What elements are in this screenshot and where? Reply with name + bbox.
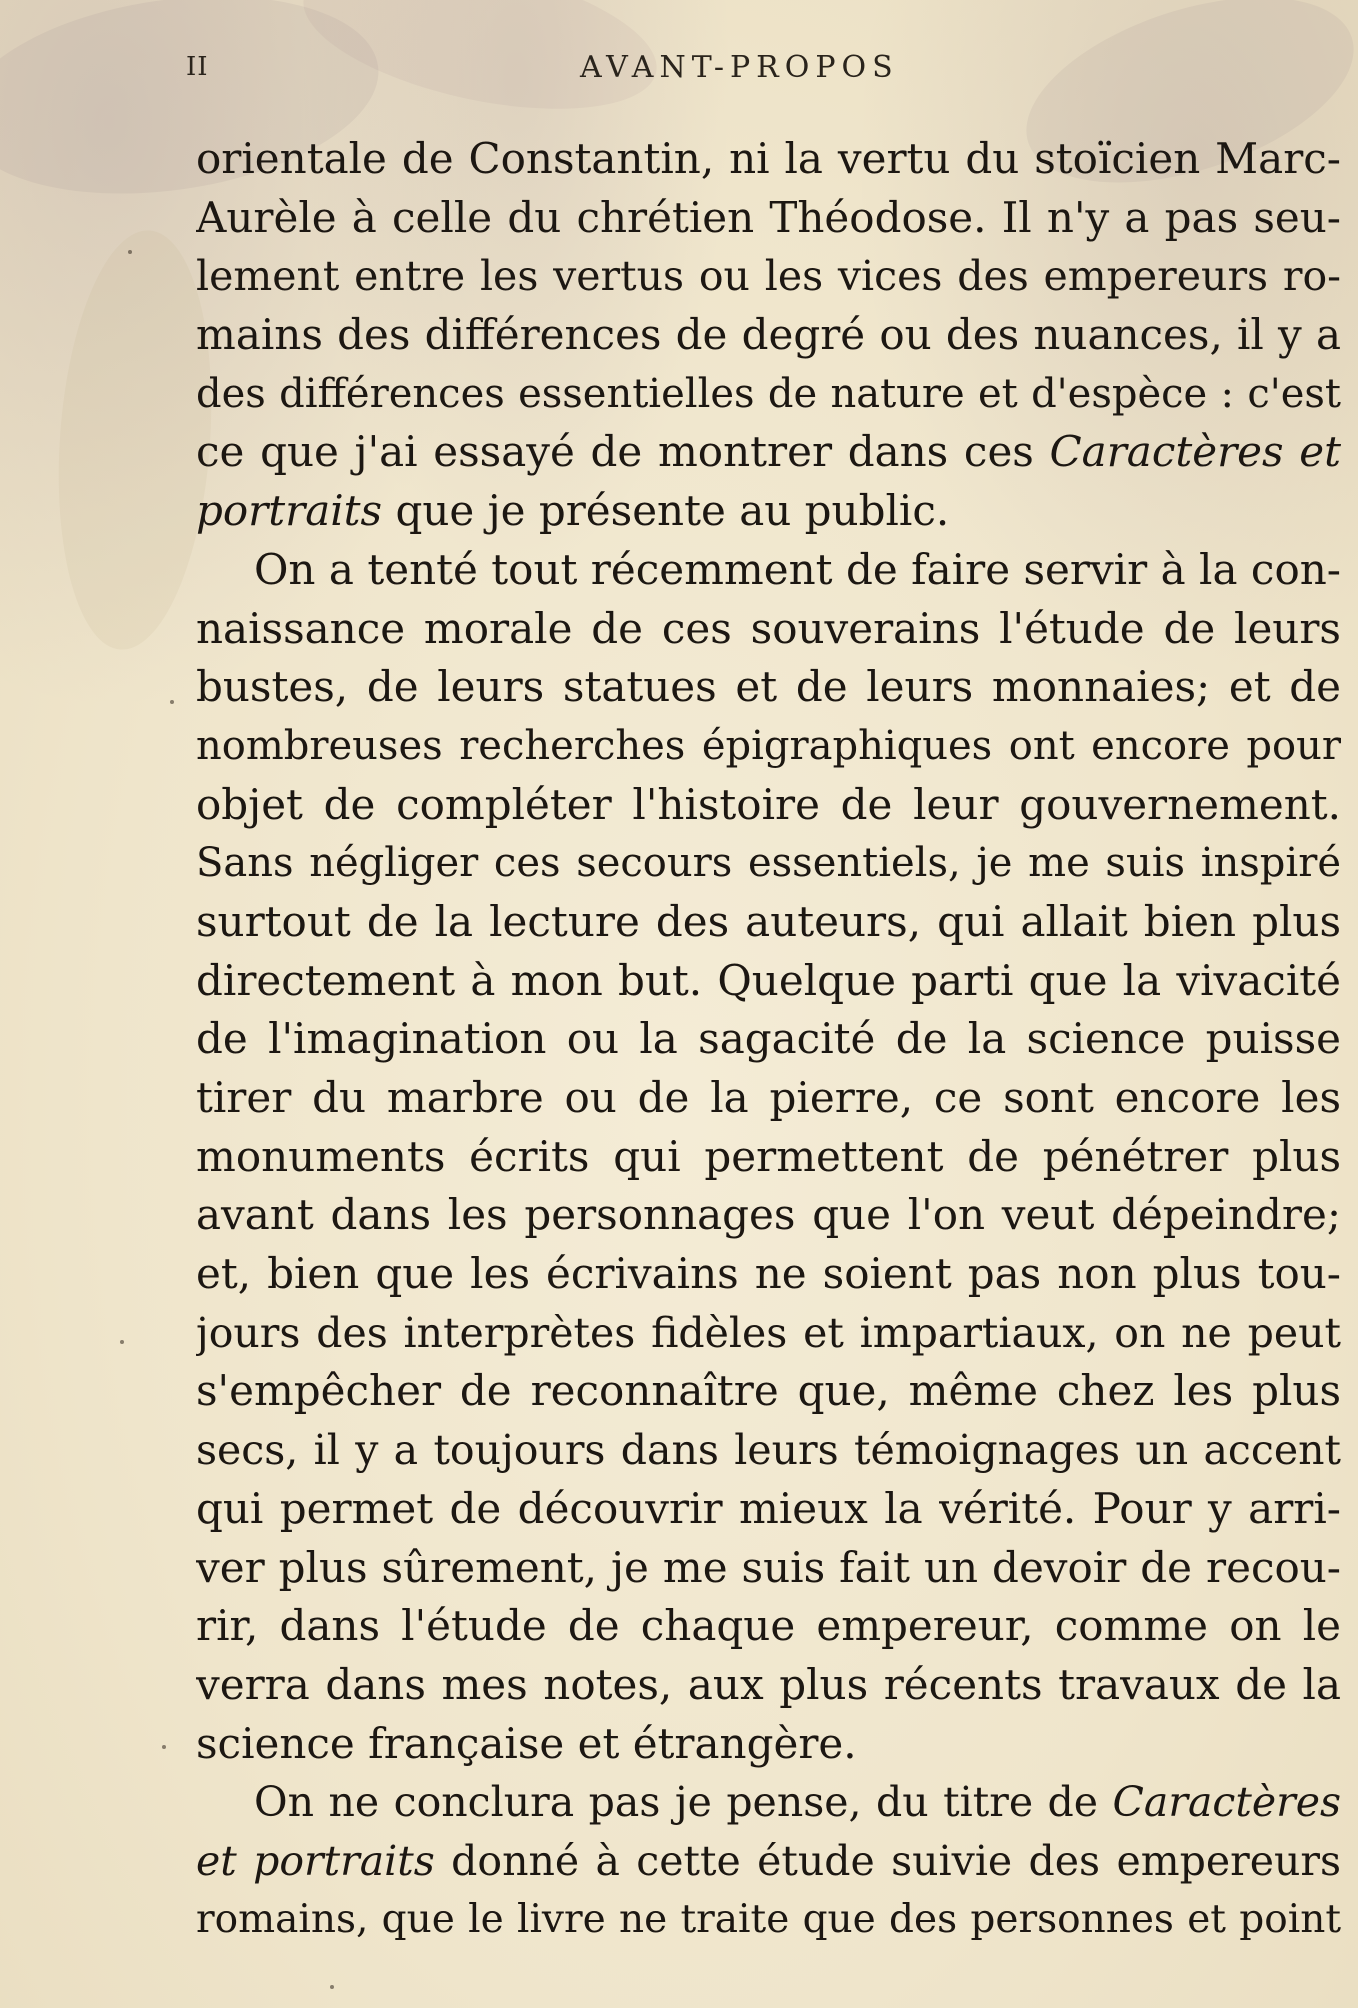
text-run: objet de compléter l'histoire de leur gouvernement. [196,779,1341,829]
ink-speck [330,1985,334,1989]
body-text [196,130,1341,1949]
text-run: secs, il y a toujours dans leurs témoignages un accent [196,1426,1341,1475]
text-line [196,1773,1341,1832]
text-run: jours des interprètes fidèles et impartiaux, on ne peut [196,1308,1341,1357]
text-line [196,541,1341,600]
text-line [196,600,1341,659]
italic-text: Caractères et [1049,427,1341,477]
text-line [196,189,1341,248]
text-line [196,365,1341,424]
text-run: de l'imagination ou la sagacité de la science puisse [196,1014,1341,1064]
text-line [196,952,1341,1011]
text-run: avant dans les personnages que l'on veut dépeindre; [196,1190,1341,1240]
text-line [196,1128,1341,1187]
text-line [196,1832,1341,1891]
text-run: qui permet de découvrir mieux la vérité. Pour y arri- [196,1483,1341,1533]
text-line [196,1069,1341,1128]
text-run: romains, que le livre ne traite que des personnes et point [196,1896,1341,1942]
text-run: que je présente au public. [382,486,950,536]
page-header [0,40,1358,100]
text-run: ce que j'ai essayé de montrer dans ces [196,427,1050,477]
text-line [196,130,1341,189]
text-run: verra dans mes notes, aux plus récents travaux de la [196,1659,1341,1709]
text-line [196,1597,1341,1656]
text-run: On a tenté tout récemment de faire servir à la con- [254,544,1341,594]
text-line [196,1362,1341,1421]
text-line [196,1421,1341,1480]
text-line [196,482,1341,541]
text-line [196,1656,1341,1715]
text-run: nombreuses recherches épigraphiques ont encore pour [196,722,1341,769]
text-line [196,1245,1341,1304]
ink-speck [128,250,132,254]
text-line [196,1010,1341,1069]
text-line [196,247,1341,306]
text-line [196,1539,1341,1598]
text-run: surtout de la lecture des auteurs, qui allait bien plus [196,896,1341,946]
text-line [196,1891,1341,1950]
text-run: naissance morale de ces souverains l'étude de leurs [196,603,1341,653]
text-line [196,776,1341,835]
text-run: rir, dans l'étude de chaque empereur, comme on le [196,1601,1341,1651]
italic-text: portraits [196,486,383,536]
text-run: bustes, de leurs statues et de leurs monnaies; et de [196,662,1341,712]
text-run: s'empêcher de reconnaître que, même chez les plus [196,1366,1341,1416]
text-run: mains des différences de degré ou des nuances, il y a [196,310,1341,360]
text-run: des différences essentielles de nature et d'espèce : c'est [196,370,1341,417]
text-run: directement à mon but. Quelque parti que la vivacité [196,955,1341,1005]
text-line [196,306,1341,365]
text-run: ver plus sûrement, je me suis fait un devoir de recou- [196,1542,1341,1592]
ink-speck [170,700,174,704]
text-run: tirer du marbre ou de la pierre, ce sont encore les [196,1073,1341,1122]
text-line [196,893,1341,952]
text-line [196,1480,1341,1539]
page-number: II [186,52,209,82]
text-run: donné à cette étude suivie des empereurs [434,1836,1341,1885]
text-run: orientale de Constantin, ni la vertu du stoïcien Marc- [196,134,1341,183]
text-run: science française et étrangère. [196,1718,857,1768]
italic-text: et portraits [196,1836,435,1885]
running-title: AVANT-PROPOS [580,50,899,85]
text-run: et, bien que les écrivains ne soient pas non plus tou- [196,1249,1341,1299]
text-run: monuments écrits qui permettent de pénétrer plus [196,1131,1341,1181]
text-run: On ne conclura pas je pense, du titre de [254,1778,1113,1827]
text-line [196,1186,1341,1245]
text-line [196,658,1341,717]
text-line [196,834,1341,893]
text-line [196,717,1341,776]
text-run: Aurèle à celle du chrétien Théodose. Il n'y a pas seu- [196,192,1341,242]
ink-speck [162,1745,166,1749]
text-run: lement entre les vertus ou les vices des empereurs ro- [196,252,1341,301]
italic-text: Caractères [1112,1778,1341,1827]
text-line [196,1715,1341,1774]
text-run: Sans négliger ces secours essentiels, je me suis inspiré [196,840,1341,887]
text-line [196,423,1341,482]
text-line [196,1304,1341,1363]
ink-speck [120,1340,124,1344]
